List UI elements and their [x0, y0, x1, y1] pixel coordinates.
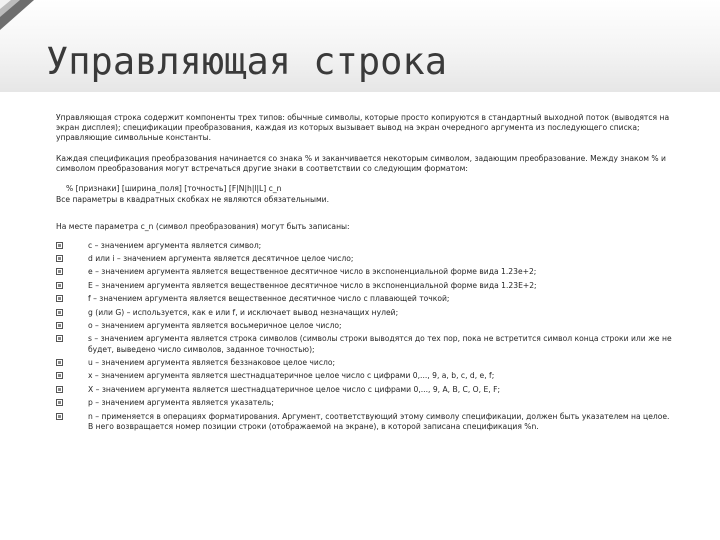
square-bullet-icon [56, 309, 63, 316]
list-item [56, 308, 674, 318]
square-bullet-icon [56, 268, 63, 275]
format-line: % [признаки] [ширина_поля] [точность] [F|N|h|l|L] c_n [66, 184, 282, 194]
optional-note: Все параметры в квадратных скобках не являются обязательными. [56, 195, 330, 205]
square-bullet-icon [56, 322, 63, 329]
list-item [56, 294, 674, 304]
conversion-list [56, 241, 674, 432]
list-item-text: s – значением аргумента является строка символов (символы строки выводятся до тех пор, пока не встретится символ конца строки или же не будет, выведено число символов, заданное точностью); [88, 334, 672, 354]
intro-paragraph: Управляющая строка содержит компоненты трех типов: обычные символы, которые просто копируются в стандартный выходной поток (выводятся на экран дисплея); спецификации преобразования, каждая из которых вызывает вывод на экран очередного аргумента из последующего списка; управляющие символьные константы. [56, 113, 670, 143]
list-item [56, 358, 674, 368]
square-bullet-icon [56, 255, 63, 262]
list-item-text: f – значением аргумента является вещественное десятичное число с плавающей точкой; [88, 294, 450, 304]
list-item-text: c – значением аргумента является символ; [88, 240, 262, 250]
list-item [56, 385, 674, 395]
square-bullet-icon [56, 242, 63, 249]
list-item-text: d или i – значением аргумента является десятичное целое число; [88, 254, 354, 264]
list-item [56, 281, 674, 291]
list-item-text: e – значением аргумента является вещественное десятичное число в экспоненциальной форме вида 1.23e+2; [88, 267, 537, 277]
list-item-text: o – значением аргумента является восьмеричное целое число; [88, 320, 342, 330]
square-bullet-icon [56, 386, 63, 393]
list-item-text: E – значением аргумента является вещественное десятичное число в экспоненциальной форме вида 1.23E+2; [88, 280, 537, 290]
list-item [56, 334, 674, 354]
slide-title: Управляющая строка [46, 40, 447, 83]
square-bullet-icon [56, 413, 63, 420]
list-item [56, 241, 674, 251]
square-bullet-icon [56, 372, 63, 379]
list-item-text: u – значением аргумента является беззнаковое целое число; [88, 357, 336, 367]
list-item-text: g (или G) – используется, как e или f, и исключает вывод незначащих нулей; [88, 307, 399, 317]
list-item-text: p – значением аргумента является указатель; [88, 398, 274, 408]
slide-body [56, 113, 674, 435]
square-bullet-icon [56, 295, 63, 302]
list-item [56, 412, 674, 432]
square-bullet-icon [56, 399, 63, 406]
list-item-text: n – применяется в операциях форматирования. Аргумент, соответствующий этому символу спецификации, должен быть указателем на целое. В него возвращается номер позиции строки (отображаемой на экране), в которой записана спецификация %n. [88, 411, 670, 431]
list-item [56, 321, 674, 331]
corner-decoration [0, 0, 40, 40]
square-bullet-icon [56, 282, 63, 289]
list-item [56, 267, 674, 277]
list-item [56, 371, 674, 381]
list-item-text: x – значением аргумента является шестнадцатеричное целое число с цифрами 0,..., 9, a, b, c, d, e, f; [88, 371, 495, 381]
square-bullet-icon [56, 359, 63, 366]
spec-paragraph: Каждая спецификация преобразования начинается со знака % и заканчивается некоторым символом, задающим преобразование. Между знаком % и символом преобразования могут встречаться другие знаки в соответствии со следующим форматом: [56, 153, 666, 173]
list-item [56, 254, 674, 264]
list-intro: На месте параметра c_n (символ преобразования) могут быть записаны: [56, 222, 350, 232]
square-bullet-icon [56, 335, 63, 342]
list-item [56, 398, 674, 408]
list-item-text: X – значением аргумента является шестнадцатеричное целое число с цифрами 0,..., 9, A, B, C, O, E, F; [88, 384, 501, 394]
